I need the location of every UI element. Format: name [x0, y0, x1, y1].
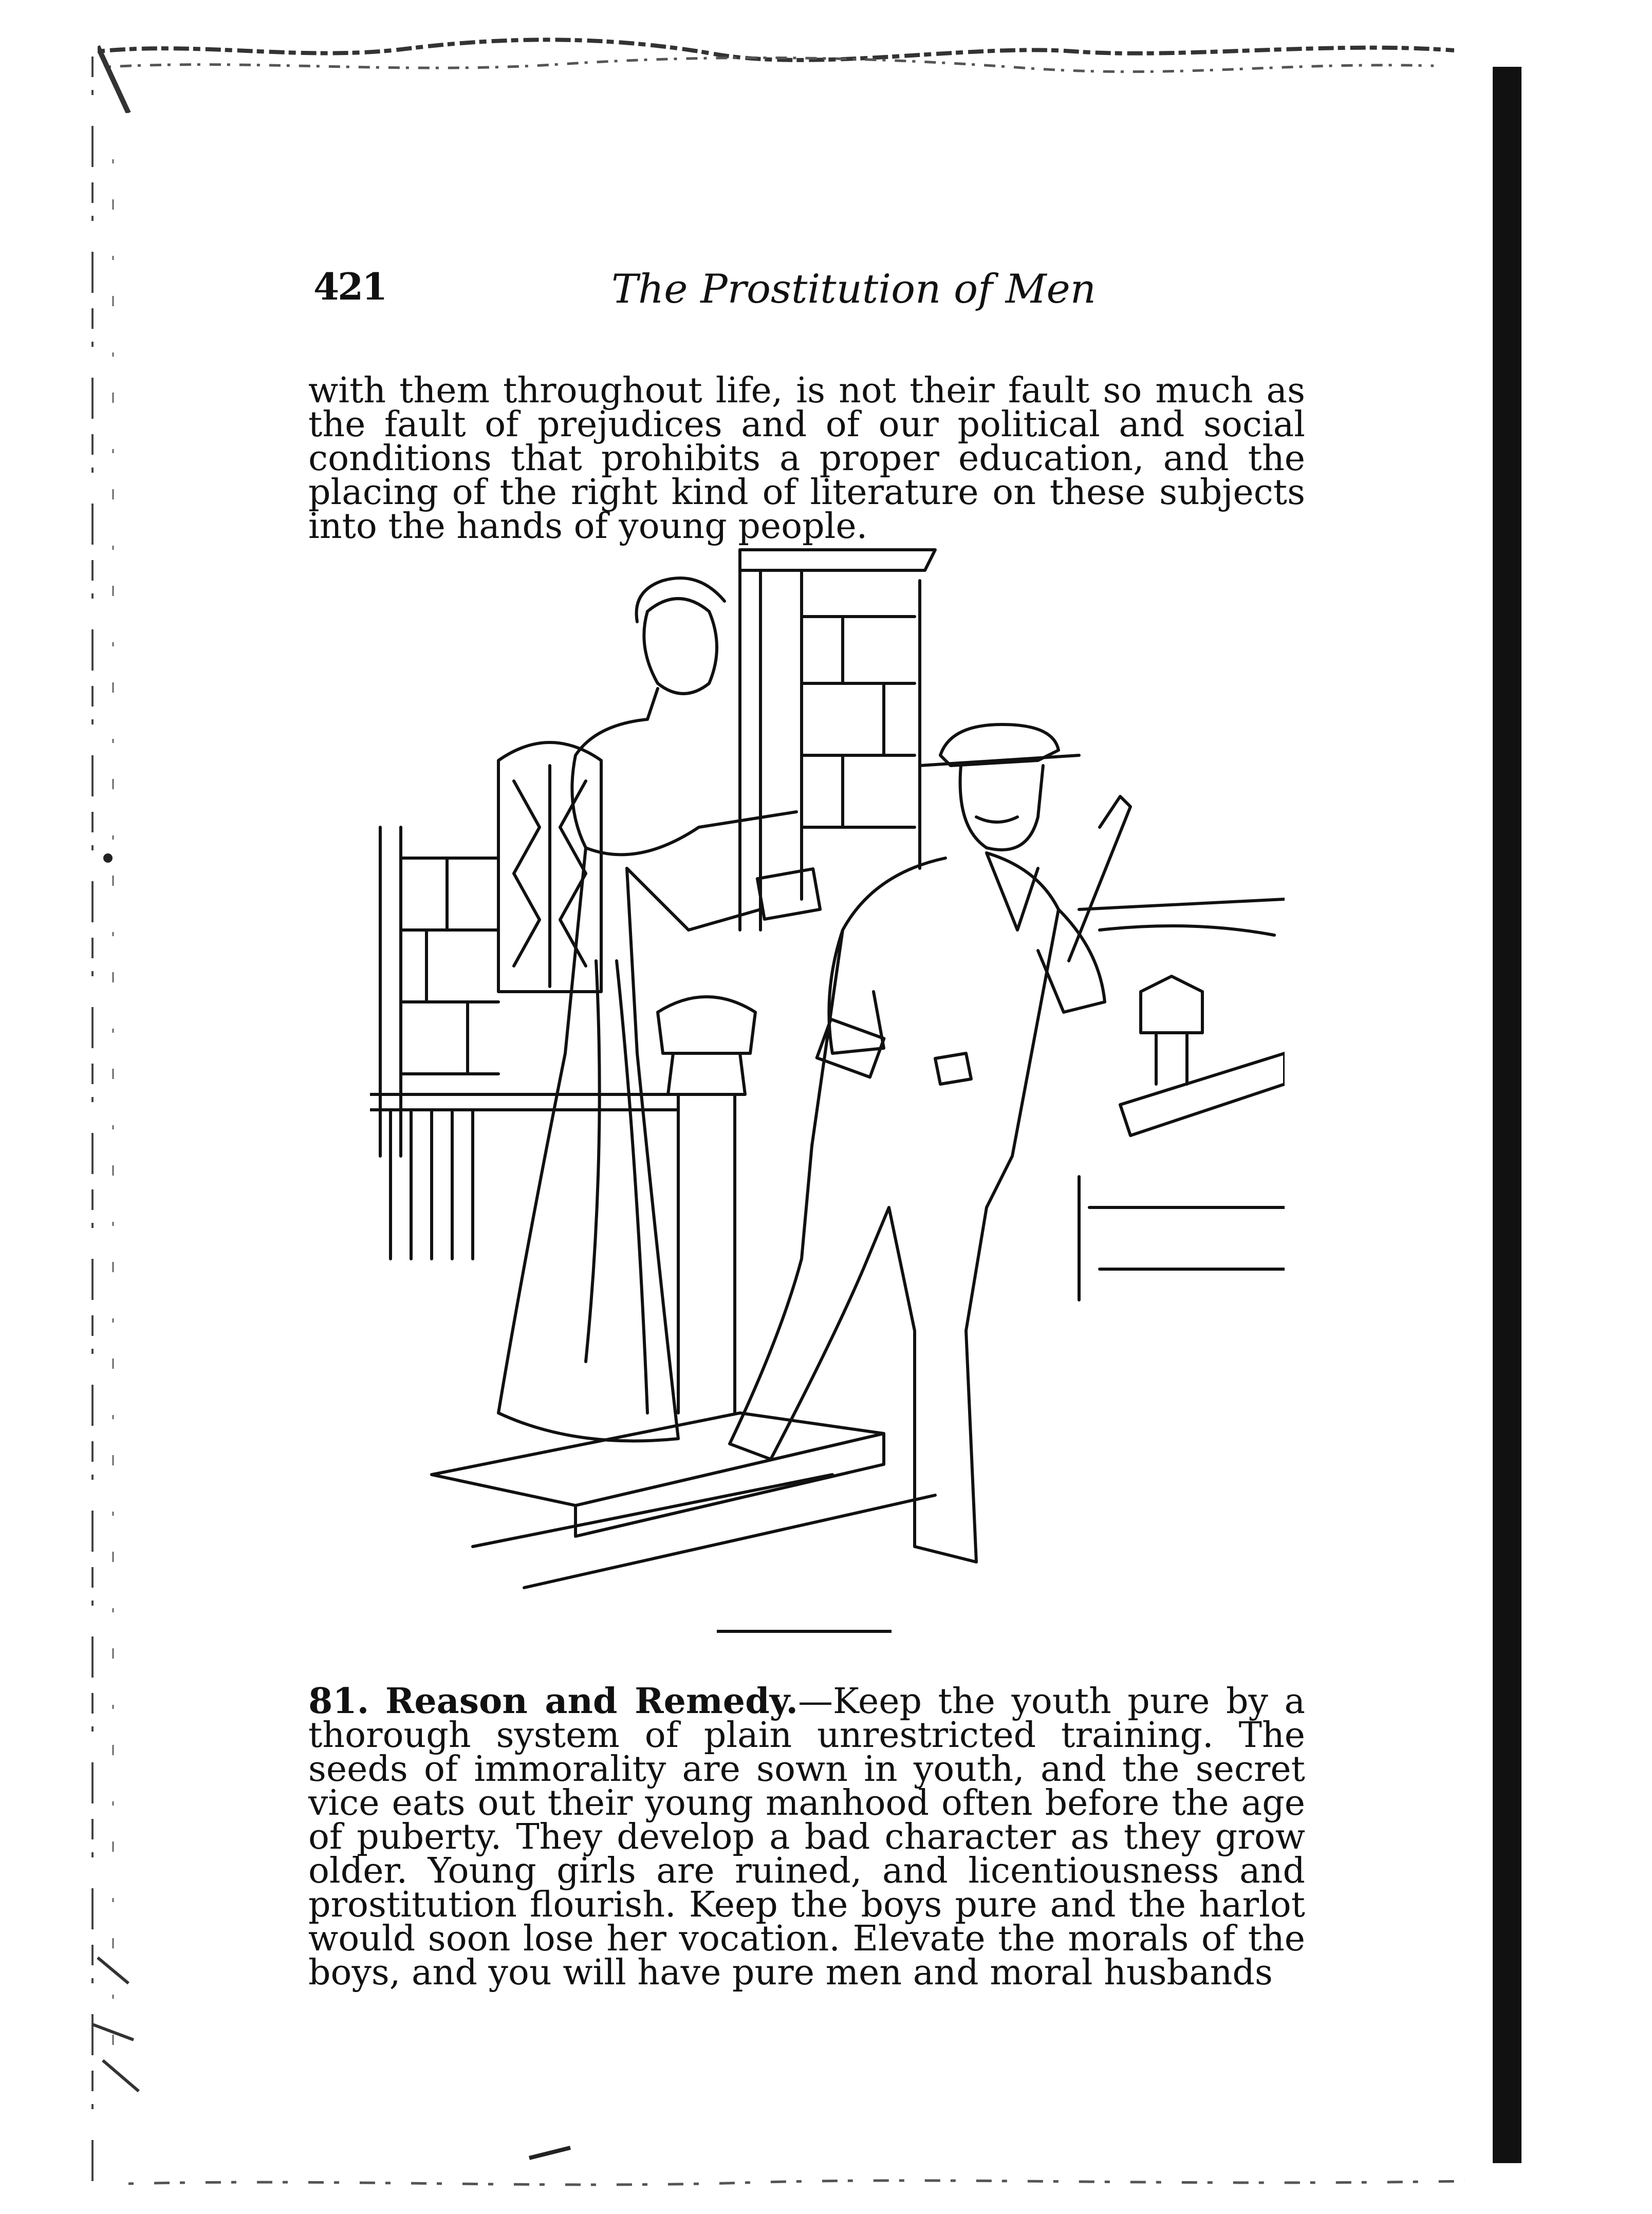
paragraph-section-81 [308, 1681, 1305, 1993]
paragraph-continued [308, 370, 1305, 547]
engraving-illustration [370, 539, 1285, 1598]
running-title: The Prostitution of Men [611, 266, 1097, 312]
page-edge-shadow [1493, 67, 1521, 2163]
page-number: 421 [313, 265, 386, 308]
paragraph-text: with them throughout life, is not their fault so much as the fault of prejudices and of our political and social conditions that prohibits a proper education, and the placing of the right kind of literature on these subjects into the hands of young people. [308, 370, 1305, 547]
doorstep-steps [432, 1413, 935, 1588]
scan-edge-noise-left [77, 57, 149, 2189]
section-heading: Reason and Remedy. [385, 1681, 798, 1722]
section-number: 81. [308, 1681, 369, 1722]
building-facade [380, 550, 935, 1156]
scan-edge-noise-bottom [128, 2117, 1464, 2199]
background-landscape [1079, 899, 1285, 1300]
section-rule [717, 1630, 892, 1633]
scan-edge-noise-top [98, 31, 1454, 113]
paragraph-text: —Keep the youth pure by a thorough system of plain unrestricted training. The seeds of immorality are sown in youth, and the secret vice eats out their young manhood often before the age of puberty. They develop a bad character as they grow older. Young girls are ruined, and licentiousness and prostitution flourish. Keep the boys pure and the harlot would soon lose her vocation. Elevate the morals of the boys, and you will have pure men and moral husbands [308, 1681, 1305, 1993]
man-figure [730, 724, 1130, 1562]
